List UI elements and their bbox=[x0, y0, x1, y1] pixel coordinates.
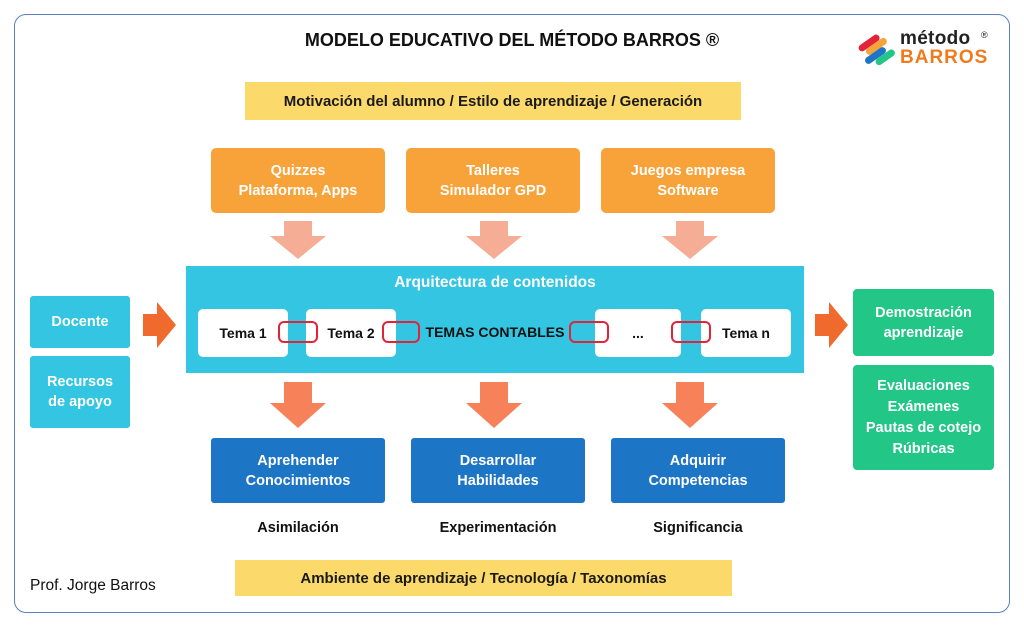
resource-line1: Quizzes bbox=[270, 162, 326, 179]
top-band: Motivación del alumno / Estilo de aprendizaje / Generación bbox=[245, 82, 741, 120]
resource-line2: Software bbox=[657, 182, 719, 199]
docente-label: Docente bbox=[51, 314, 109, 330]
outcome-line2: Competencias bbox=[648, 472, 748, 489]
topic-link-icon bbox=[671, 321, 711, 343]
logo-word-barros: BARROS bbox=[900, 47, 989, 68]
architecture-title: Arquitectura de contenidos bbox=[394, 274, 596, 291]
recursos-line1: Recursos bbox=[46, 374, 114, 390]
topic-box: Tema 2 bbox=[306, 309, 396, 357]
topic-link-icon bbox=[569, 321, 609, 343]
docente-box bbox=[30, 296, 130, 348]
evaluaciones-line: Pautas de cotejo bbox=[865, 419, 982, 436]
outcome-line1: Aprehender bbox=[257, 452, 339, 469]
outcome-line1: Desarrollar bbox=[459, 452, 537, 469]
topic-link-icon bbox=[278, 321, 318, 343]
evaluaciones-box bbox=[853, 365, 994, 470]
recursos-box bbox=[30, 356, 130, 428]
diagram-title: MODELO EDUCATIVO DEL MÉTODO BARROS ® bbox=[304, 30, 720, 50]
author-credit: Prof. Jorge Barros bbox=[30, 577, 156, 594]
evaluaciones-line: Evaluaciones bbox=[877, 377, 970, 394]
topics-center-label: TEMAS CONTABLES bbox=[425, 324, 565, 340]
resource-box-juegos bbox=[601, 148, 775, 213]
outcome-line1: Adquirir bbox=[669, 452, 727, 469]
evaluaciones-line: Exámenes bbox=[887, 398, 960, 415]
resource-line1: Talleres bbox=[466, 162, 520, 179]
evaluaciones-line: Rúbricas bbox=[892, 440, 955, 457]
outcome-caption: Asimilación bbox=[257, 520, 339, 536]
topic-box: Tema n bbox=[701, 309, 791, 357]
outcome-box-aprehender bbox=[211, 438, 385, 503]
resource-box-talleres bbox=[406, 148, 580, 213]
demostracion-line1: Demostración bbox=[875, 304, 972, 321]
resource-line2: Plataforma, Apps bbox=[238, 182, 358, 199]
outcome-box-adquirir bbox=[611, 438, 785, 503]
topic-link-icon bbox=[382, 321, 420, 343]
outcome-caption: Significancia bbox=[653, 520, 743, 536]
outcome-line2: Conocimientos bbox=[245, 472, 351, 489]
logo-registered-mark: ® bbox=[981, 30, 988, 40]
outcome-caption: Experimentación bbox=[439, 520, 557, 536]
logo-word-metodo: método bbox=[900, 28, 971, 49]
bottom-band: Ambiente de aprendizaje / Tecnología / Taxonomías bbox=[235, 560, 732, 596]
outcome-box-desarrollar bbox=[411, 438, 585, 503]
demostracion-box bbox=[853, 289, 994, 356]
resource-line2: Simulador GPD bbox=[439, 182, 547, 199]
recursos-line2: de apoyo bbox=[48, 394, 112, 410]
metodo-barros-logo-icon bbox=[858, 30, 896, 68]
resource-line1: Juegos empresa bbox=[630, 162, 746, 179]
resource-box-quizzes bbox=[211, 148, 385, 213]
outcome-line2: Habilidades bbox=[457, 472, 539, 489]
topic-box: Tema 1 bbox=[198, 309, 288, 357]
topic-box: ... bbox=[595, 309, 681, 357]
demostracion-line2: aprendizaje bbox=[883, 324, 964, 341]
